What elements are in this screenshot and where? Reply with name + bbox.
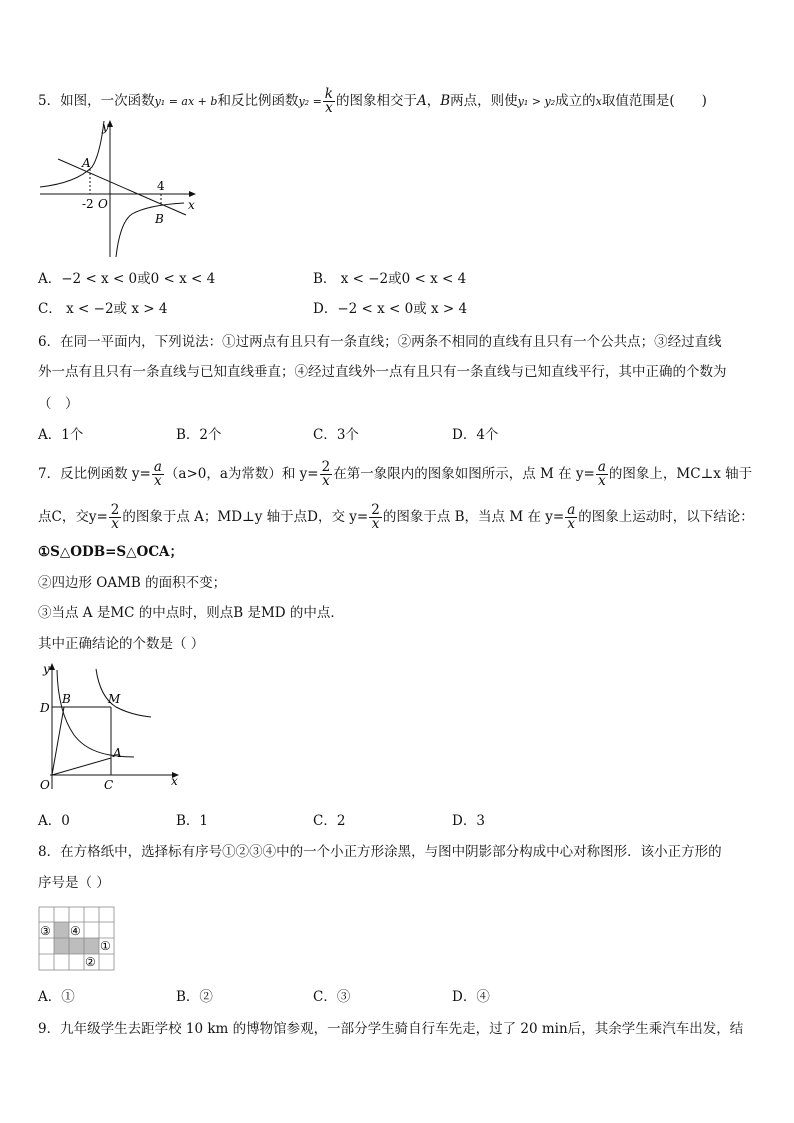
q8-marker-1: ① — [100, 939, 111, 953]
q5-point-A: A — [82, 156, 91, 170]
q8-option-b: B．② — [176, 989, 213, 1005]
q8-line1: 8．在方格纸中，选择标有序号①②③④中的一个小正方形涂黑，与图中阴影部分构成中心对称图形．该小正方形的 — [38, 844, 722, 860]
q5-option-c: C． x < −2或 x > 4 — [38, 301, 168, 317]
q5-x-label: x — [188, 198, 195, 212]
fraction-2-over-x: $\frac{2}{x}$ — [110, 502, 120, 532]
fraction-2-over-x: $\frac{2}{x}$ — [371, 502, 380, 532]
q6-line2: 外一点有且只有一条直线与已知直线垂直；④经过直线外一点有且只有一条直线与已知直线平行，其中正确的个数为 — [38, 364, 727, 380]
q6-option-c: C．3个 — [313, 427, 359, 443]
q7-conclusion-1: ①S△ODB=S△OCA； — [38, 544, 184, 560]
q5-option-a: A．−2 < x < 0或0 < x < 4 — [38, 271, 216, 287]
q8-marker-3: ③ — [40, 924, 51, 938]
q8-marker-4: ④ — [70, 924, 81, 938]
q8-option-d: D．④ — [452, 989, 490, 1005]
fraction-a-over-x: $\frac{a}{x}$ — [567, 502, 576, 532]
fraction-2-over-x: $\frac{2}{x}$ — [321, 459, 331, 489]
q6-option-d: D．4个 — [452, 427, 499, 443]
q7-point-A: A — [113, 746, 122, 760]
q6-line3: （ ） — [38, 396, 79, 412]
q7-point-C: C — [104, 778, 114, 792]
q7-x-label: x — [171, 774, 178, 788]
q5-point-B: B — [155, 212, 164, 226]
q7-graph — [36, 657, 186, 793]
fraction-k-over-x: $\frac{k}{x}$ — [324, 86, 333, 116]
q7-stem-line1: 7．反比例函数 y= $\frac{a}{x}$ （a>0，a为常数）和 y= $\frac{2}{x}$ 在第一象限内的图象如图所示，点 M 在 y= $\frac{a}{x}$ 的图象上，MC⊥x 轴于 — [38, 459, 753, 489]
q7-point-M: M — [108, 692, 121, 706]
q7-option-a: A．0 — [38, 813, 70, 829]
q7-option-d: D．3 — [452, 813, 485, 829]
q8-marker-2: ② — [85, 955, 96, 969]
fraction-a-over-x: $\frac{a}{x}$ — [597, 459, 606, 489]
q7-option-b: B．1 — [176, 813, 209, 829]
fraction-a-over-x: $\frac{a}{x}$ — [153, 459, 162, 489]
q7-origin-label: O — [40, 778, 50, 792]
q7-conclusion-2: ②四边形 OAMB 的面积不变； — [38, 575, 227, 591]
q7-point-D: D — [40, 701, 50, 715]
q7-option-c: C．2 — [313, 813, 346, 829]
q8-grid-figure — [36, 904, 118, 974]
q8-line2: 序号是（ ） — [38, 875, 110, 891]
q8-option-c: C．③ — [313, 989, 351, 1005]
q5-option-d: D．−2 < x < 0或 x > 4 — [313, 301, 468, 317]
q5-y-label: y — [102, 120, 109, 134]
q5-graph — [36, 117, 201, 259]
q5-origin-label: O — [98, 197, 108, 211]
q6-line1: 6．在同一平面内，下列说法：①过两点有且只有一条直线；②两条不相同的直线有且只有一个公共点；③经过直线 — [38, 334, 722, 350]
q6-option-b: B．2个 — [176, 427, 222, 443]
q5-stem: 5．如图，一次函数y₁ = ax + b和反比例函数y₂ = $\frac{k}{x}$ 的图象相交于A，B两点，则使y₁ > y₂成立的x取值范围是( ) — [38, 86, 707, 116]
q7-point-B: B — [62, 692, 71, 706]
q5-option-b: B． x < −2或0 < x < 4 — [313, 271, 467, 287]
q7-question: 其中正确结论的个数是（ ） — [38, 636, 205, 652]
q5-tick-4: 4 — [157, 179, 165, 193]
q7-conclusion-3: ③当点 A 是MC 的中点时，则点B 是MD 的中点． — [38, 605, 344, 621]
q7-y-label: y — [43, 662, 50, 676]
q6-option-a: A．1个 — [38, 427, 84, 443]
q5-tick-neg2: -2 — [82, 197, 94, 211]
q7-stem-line2: 点C，交y= $\frac{2}{x}$ 的图象于点 A；MD⊥y 轴于点D，交 y= $\frac{2}{x}$ 的图象于点 B，当点 M 在 y= $\frac{a}{x}$ 的图象上运动时，以下结论： — [38, 502, 754, 532]
q8-option-a: A．① — [38, 989, 75, 1005]
q9-line1: 9．九年级学生去距学校 10 km 的博物馆参观，一部分学生骑自行车先走，过了 20 min后，其余学生乘汽车出发，结 — [38, 1021, 744, 1037]
